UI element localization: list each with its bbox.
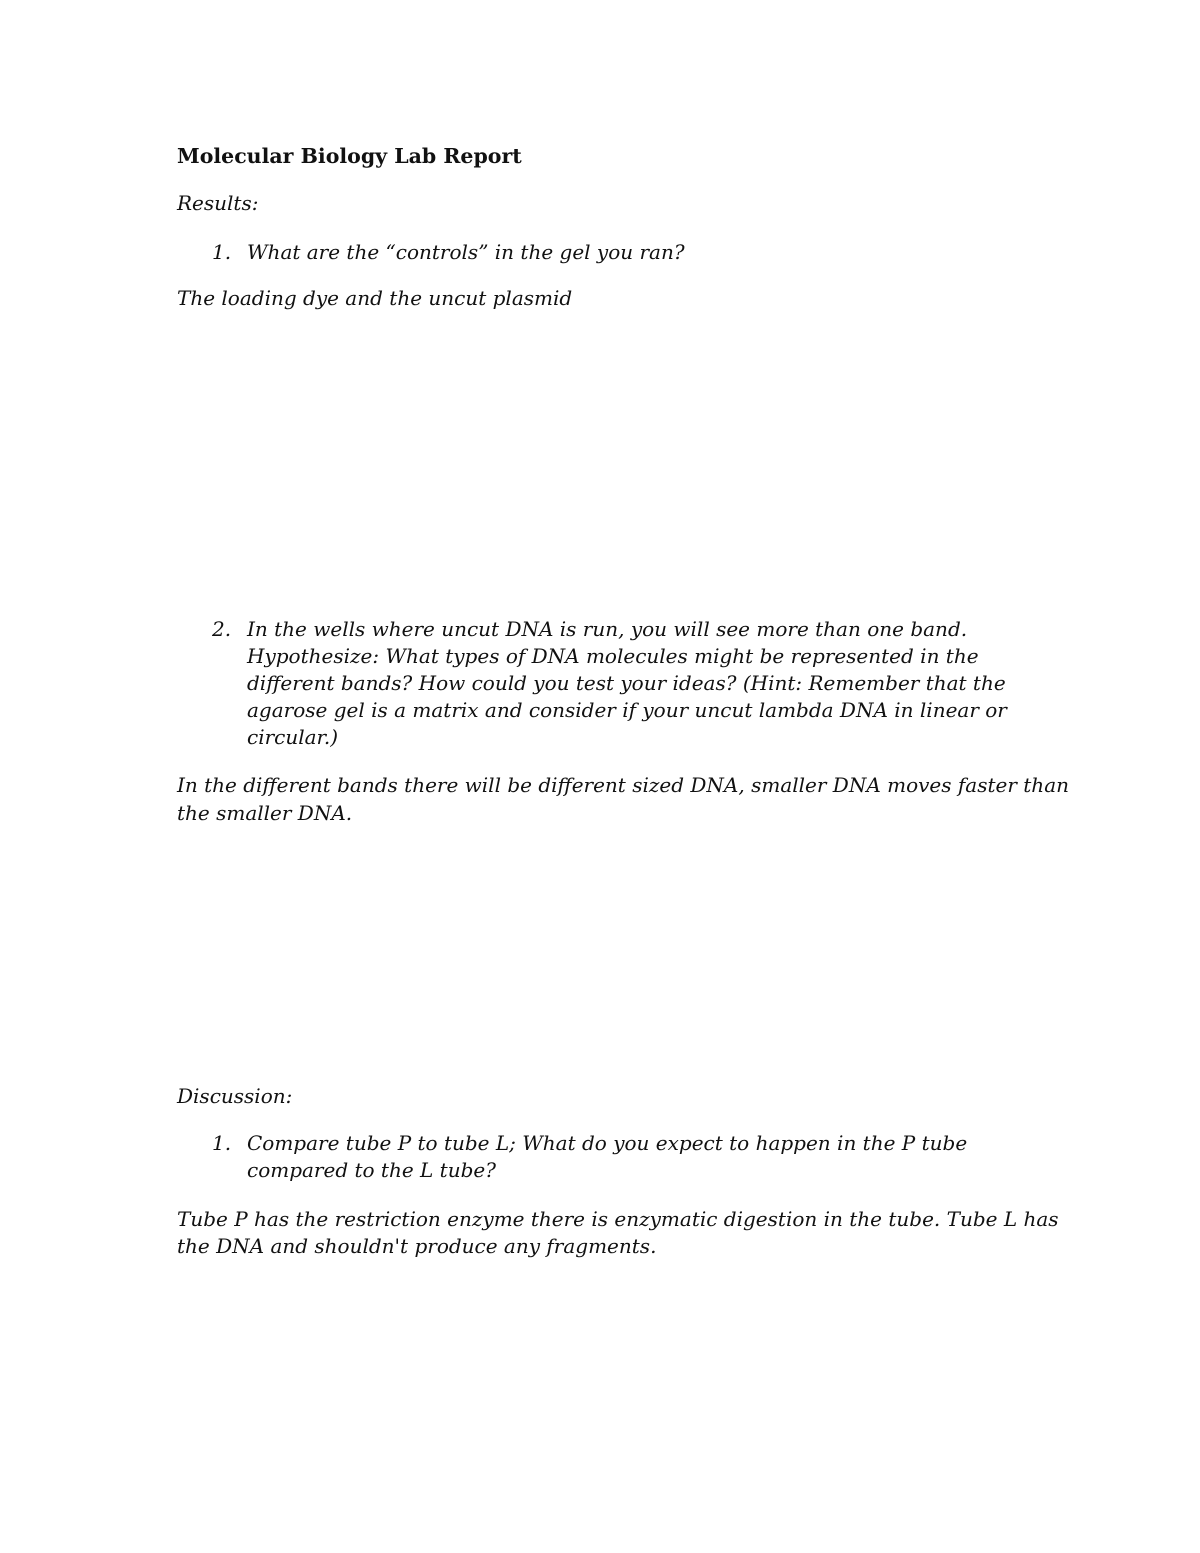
results-question-2-line-2: Hypothesize: What types of DNA molecules might be represented in the	[247, 644, 979, 668]
results-question-1-line-1: What are the “controls” in the gel you ran?	[247, 240, 685, 264]
results-question-2-line-5: circular.)	[247, 725, 339, 749]
results-answer-2-line-2: the smaller DNA.	[177, 801, 353, 825]
results-heading: Results:	[177, 191, 259, 215]
discussion-answer-1-line-1: Tube P has the restriction enzyme there is enzymatic digestion in the tube. Tube L has	[177, 1207, 1059, 1231]
results-question-2-line-4: agarose gel is a matrix and consider if your uncut lambda DNA in linear or	[247, 698, 1007, 722]
discussion-question-1-line-1: Compare tube P to tube L; What do you expect to happen in the P tube	[247, 1131, 968, 1155]
discussion-question-1-number: 1.	[212, 1131, 232, 1155]
discussion-heading: Discussion:	[177, 1084, 293, 1108]
results-answer-2-line-1: In the different bands there will be different sized DNA, smaller DNA moves faster than	[177, 773, 1069, 797]
results-question-2-line-3: different bands? How could you test your ideas? (Hint: Remember that the	[247, 671, 1006, 695]
results-answer-1-line-1: The loading dye and the uncut plasmid	[177, 286, 573, 310]
results-question-2-number: 2.	[212, 617, 232, 641]
results-question-2-line-1: In the wells where uncut DNA is run, you will see more than one band.	[247, 617, 968, 641]
document-title: Molecular Biology Lab Report	[177, 144, 522, 168]
results-question-1-number: 1.	[212, 240, 232, 264]
discussion-answer-1-line-2: the DNA and shouldn't produce any fragments.	[177, 1234, 657, 1258]
discussion-question-1-line-2: compared to the L tube?	[247, 1158, 496, 1182]
